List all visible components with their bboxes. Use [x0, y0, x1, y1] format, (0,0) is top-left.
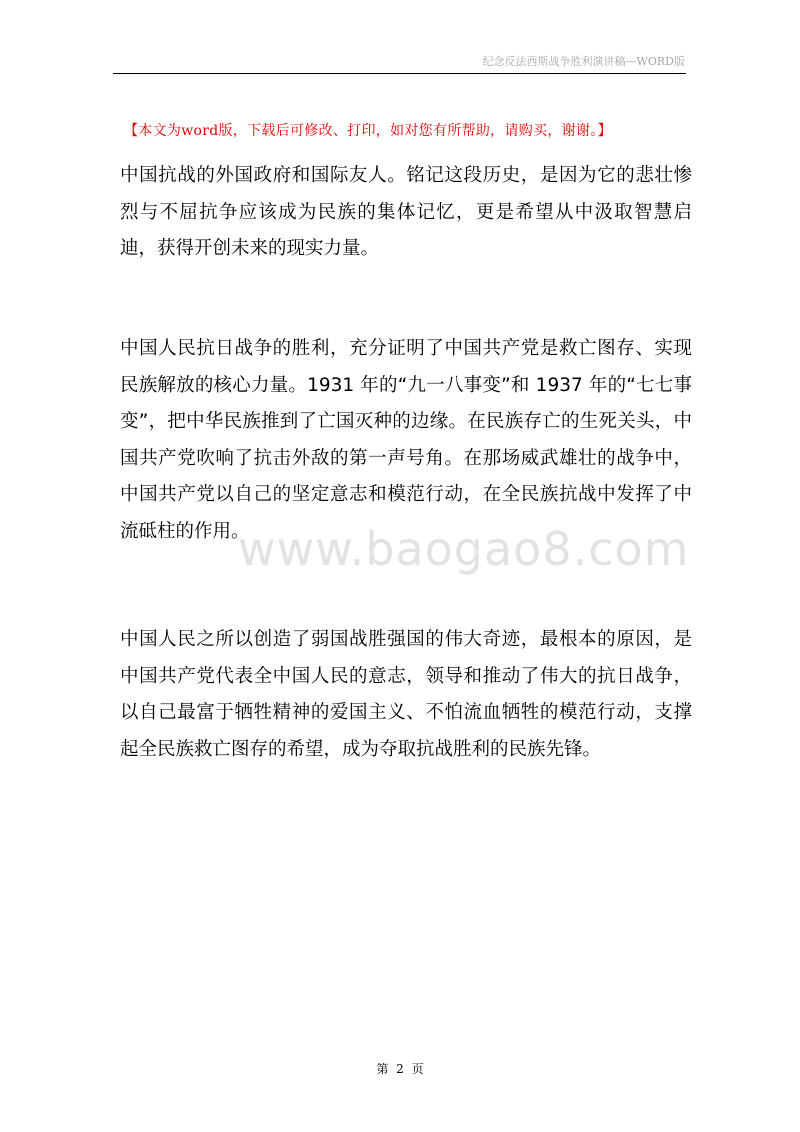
body-paragraph-2: 中国人民抗日战争的胜利，充分证明了中国共产党是救亡图存、实现民族解放的核心力量。1931 年的“九一八事变”和 1937 年的“七七事变”，把中华民族推到了亡国灭种的边缘。在民族存亡的生死关头，中国共产党吹响了抗击外敌的第一声号角。在那场威武雄壮的战争中，中国共产党以自己的坚定意志和模范行动，在全民族抗战中发挥了中流砥柱的作用。 [120, 338, 692, 542]
body-paragraph-1: 中国抗战的外国政府和国际友人。铭记这段历史，是因为它的悲壮惨烈与不屈抗争应该成为民族的集体记忆，更是希望从中汲取智慧启迪，获得开创未来的现实力量。 [120, 165, 692, 259]
page-prefix: 第 [376, 1062, 389, 1076]
page-footer [0, 1060, 800, 1077]
document-header-title: 纪念反法西斯战争胜利演讲稿—WORD版 [482, 55, 685, 68]
body-paragraph-3: 中国人民之所以创造了弱国战胜强国的伟大奇迹，最根本的原因，是中国共产党代表全中国人民的意志，领导和推动了伟大的抗日战争，以自己最富于牺牲精神的爱国主义、不怕流血牺牲的模范行动，支撑起全民族救亡图存的希望，成为夺取抗战胜利的民族先锋。 [120, 629, 692, 760]
page-number: 2 [396, 1062, 404, 1076]
header-divider [113, 73, 686, 74]
watermark: www.baogao8.com [238, 522, 690, 576]
page-suffix: 页 [411, 1062, 424, 1076]
purchase-notice: 【本文为word版，下载后可修改、打印，如对您有所帮助，请购买，谢谢。】 [124, 123, 612, 139]
